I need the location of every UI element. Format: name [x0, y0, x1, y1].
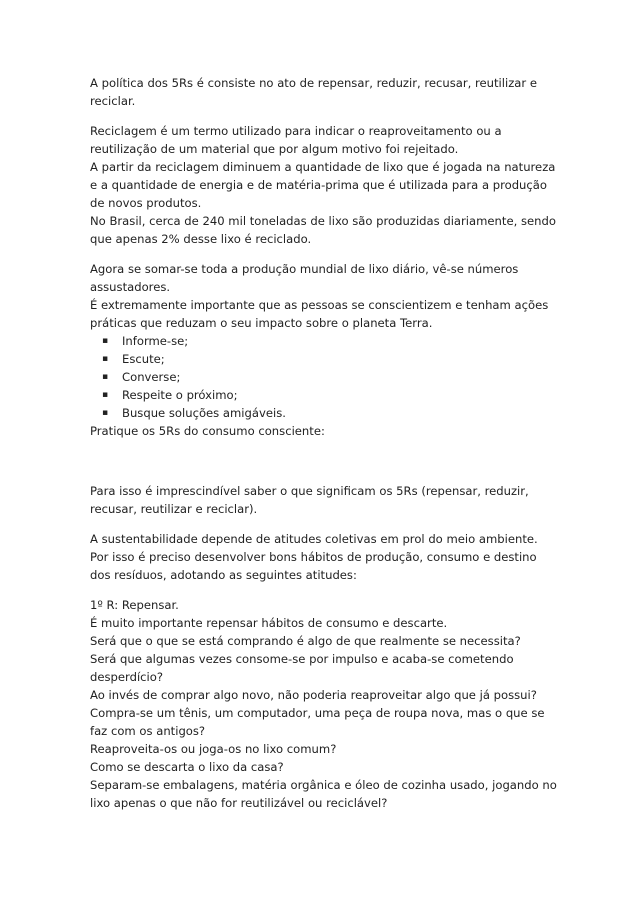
paragraph-sustentabilidade [90, 530, 560, 584]
text-line: Ao invés de comprar algo novo, não poderia reaproveitar algo que já possui? [90, 688, 537, 702]
text-line: Pratique os 5Rs do consumo consciente: [90, 424, 325, 438]
text-line: recusar, reutilizar e reciclar). [90, 502, 258, 516]
text-line: Será que o que se está comprando é algo de que realmente se necessita? [90, 634, 521, 648]
text-line: e a quantidade de energia e de matéria-prima que é utilizada para a produção [90, 178, 547, 192]
square-bullet-icon: ▪ [102, 336, 109, 346]
paragraph-significado-5rs [90, 482, 560, 518]
text-line: práticas que reduzam o seu impacto sobre o planeta Terra. [90, 316, 433, 330]
list-item [102, 332, 560, 350]
document-page [90, 74, 560, 824]
text-line: Reaproveita-os ou joga-os no lixo comum? [90, 742, 337, 756]
text-line: faz com os antigos? [90, 724, 206, 738]
text-line: 1º R: Repensar. [90, 598, 179, 612]
text-line: É muito importante repensar hábitos de consumo e descarte. [90, 616, 448, 630]
text-line: Compra-se um tênis, um computador, uma peça de roupa nova, mas o que se [90, 706, 545, 720]
text-line: que apenas 2% desse lixo é reciclado. [90, 232, 312, 246]
text-line: reciclar. [90, 94, 136, 108]
list-item-text: Busque soluções amigáveis. [122, 406, 286, 420]
square-bullet-icon: ▪ [102, 372, 109, 382]
paragraph-reciclagem [90, 122, 560, 248]
text-line: No Brasil, cerca de 240 mil toneladas de lixo são produzidas diariamente, sendo [90, 214, 556, 228]
text-line: A partir da reciclagem diminuem a quantidade de lixo que é jogada na natureza [90, 160, 556, 174]
list-item [102, 368, 560, 386]
paragraph-producao-mundial [90, 260, 560, 440]
paragraph-repensar [90, 596, 560, 812]
text-line: A sustentabilidade depende de atitudes coletivas em prol do meio ambiente. [90, 532, 538, 546]
text-line: A política dos 5Rs é consiste no ato de repensar, reduzir, recusar, reutilizar e [90, 76, 537, 90]
square-bullet-icon: ▪ [102, 354, 109, 364]
list-item-text: Escute; [122, 352, 165, 366]
attitudes-bullet-list [90, 332, 560, 422]
text-line: Separam-se embalagens, matéria orgânica e óleo de cozinha usado, jogando no [90, 778, 557, 792]
text-line: lixo apenas o que não for reutilizável ou reciclável? [90, 796, 388, 810]
text-line: dos resíduos, adotando as seguintes atitudes: [90, 568, 357, 582]
list-item-text: Respeite o próximo; [122, 388, 238, 402]
text-line: Agora se somar-se toda a produção mundial de lixo diário, vê-se números [90, 262, 519, 276]
square-bullet-icon: ▪ [102, 390, 109, 400]
blank-spacer [90, 452, 560, 482]
text-line: assustadores. [90, 280, 171, 294]
list-item [102, 386, 560, 404]
text-line: É extremamente importante que as pessoas se conscientizem e tenham ações [90, 298, 549, 312]
list-item-text: Informe-se; [122, 334, 189, 348]
text-line: Será que algumas vezes consome-se por impulso e acaba-se cometendo [90, 652, 514, 666]
text-line: reutilização de um material que por algum motivo foi rejeitado. [90, 142, 459, 156]
paragraph-5rs-intro [90, 74, 560, 110]
text-line: de novos produtos. [90, 196, 202, 210]
text-line: Como se descarta o lixo da casa? [90, 760, 284, 774]
list-item [102, 404, 560, 422]
text-line: Para isso é imprescindível saber o que significam os 5Rs (repensar, reduzir, [90, 484, 529, 498]
list-item-text: Converse; [122, 370, 181, 384]
text-line: Reciclagem é um termo utilizado para indicar o reaproveitamento ou a [90, 124, 502, 138]
list-item [102, 350, 560, 368]
text-line: desperdício? [90, 670, 164, 684]
text-line: Por isso é preciso desenvolver bons hábitos de produção, consumo e destino [90, 550, 537, 564]
square-bullet-icon: ▪ [102, 408, 109, 418]
